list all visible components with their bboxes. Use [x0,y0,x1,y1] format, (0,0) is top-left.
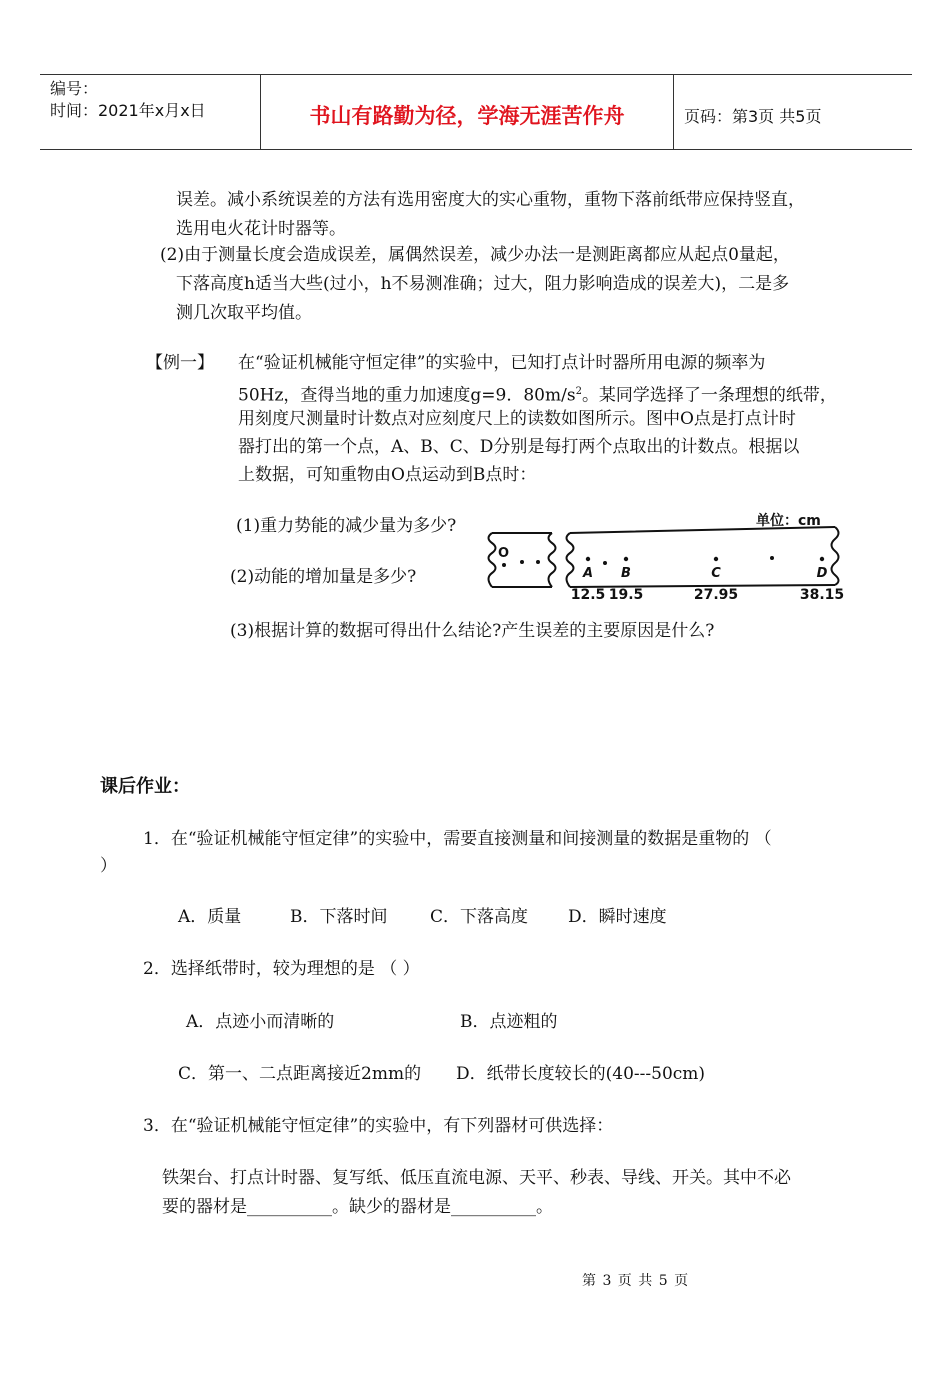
number-label: 编号： [50,79,99,98]
example-label: 【例一】 [146,353,214,373]
hw-q2-option-b: B．点迹粗的 [460,1012,558,1032]
hw-q3-line-2: 要的器材是__________。缺少的器材是__________。 [162,1197,553,1217]
dot [536,560,540,564]
reading-d: 38.15 [799,587,845,603]
example-question-3: (3)根据计算的数据可得出什么结论?产生误差的主要原因是什么? [230,621,715,641]
paper-tape-figure [480,505,850,605]
dot [770,556,774,560]
point-b-label: B [621,566,631,581]
point-d-label: D [816,566,828,581]
dot-o [502,563,506,567]
header-motto: 书山有路勤为径，学海无涯苦作舟 [309,104,625,128]
example-line-4: 器打出的第一个点，A、B、C、D分别是每打两个点取出的计数点。根据以 [238,437,800,457]
point-d-dot [820,557,824,561]
header-bottom-rule [40,149,912,150]
hw-q2-option-a: A．点迹小而清晰的 [186,1012,335,1032]
example-line-1: 在“验证机械能守恒定律”的实验中，已知打点计时器所用电源的频率为 [238,353,766,373]
example-line-2a: 50Hz，查得当地的重力加速度g=9．80m/s [238,385,576,406]
hw-q1-text: 1．在“验证机械能守恒定律”的实验中，需要直接测量和间接测量的数据是重物的 （ [143,829,772,849]
tape-gap-tear-2 [567,533,574,587]
example-question-2: (2)动能的增加量是多少? [230,567,417,587]
hw-q1-option-a: A．质量 [178,907,242,927]
dot [603,561,607,565]
point-c-dot [714,557,718,561]
tape-right-edges [570,527,835,587]
header-divider-2 [673,74,674,150]
point-b-dot [624,557,628,561]
example-question-1: (1)重力势能的减少量为多少? [236,516,457,536]
header-meta [50,78,206,122]
hw-q1-option-c: C．下落高度 [430,907,529,927]
time-label: 时间：2021年x月x日 [50,101,206,120]
homework-title: 课后作业： [100,776,190,797]
tape-points [571,556,844,603]
tape-left-tear [489,533,496,587]
hw-q3-line-1: 铁架台、打点计时器、复写纸、低压直流电源、天平、秒表、导线、开关。其中不必 [162,1168,791,1188]
hw-q2-option-d: D．纸带长度较长的(40---50cm) [456,1064,706,1084]
hw-q1-option-d: D．瞬时速度 [568,907,667,927]
intro-line-5: 测几次取平均值。 [176,303,312,323]
intro-line-3: (2)由于测量长度会造成误差，属偶然误差，减少办法一是测距离都应从起点0量起， [160,245,790,265]
point-c-label: C [711,566,721,581]
point-o-label: O [498,546,510,561]
example-line-2-sup: 2 [575,386,582,397]
point-a-label: A [582,566,594,581]
reading-b: 19.5 [608,587,644,603]
header-top-rule [40,74,912,75]
intro-line-1: 误差。减小系统误差的方法有选用密度大的实心重物，重物下落前纸带应保持竖直， [176,190,805,210]
example-line-5: 上数据，可知重物由O点运动到B点时： [238,465,537,485]
header-divider-1 [260,74,261,150]
point-a-dot [586,557,590,561]
dot [520,560,524,564]
page-footer: 第 3 页 共 5 页 [582,1273,690,1289]
hw-q1-close: ） [100,856,117,876]
intro-line-4: 下落高度h适当大些(过小，h不易测准确；过大，阻力影响造成的误差大)，二是多 [176,274,790,294]
header-page-info: 页码：第3页 共5页 [684,107,822,126]
intro-line-2: 选用电火花计时器等。 [176,219,346,239]
reading-a: 12.5 [570,587,606,603]
unit-label: 单位：cm [756,513,821,529]
hw-q2-option-c: C．第一、二点距离接近2mm的 [178,1064,422,1084]
hw-q3-text: 3．在“验证机械能守恒定律”的实验中，有下列器材可供选择： [143,1116,614,1136]
example-line-2b: 。某同学选择了一条理想的纸带， [581,385,837,406]
reading-c: 27.95 [693,587,739,603]
hw-q2-text: 2．选择纸带时，较为理想的是 （ ） [143,959,420,979]
tape-gap-tear-1 [549,533,556,587]
hw-q1-option-b: B．下落时间 [290,907,388,927]
example-line-3: 用刻度尺测量时计数点对应刻度尺上的读数如图所示。图中O点是打点计时 [238,409,796,429]
tape-right-tear [832,527,839,585]
